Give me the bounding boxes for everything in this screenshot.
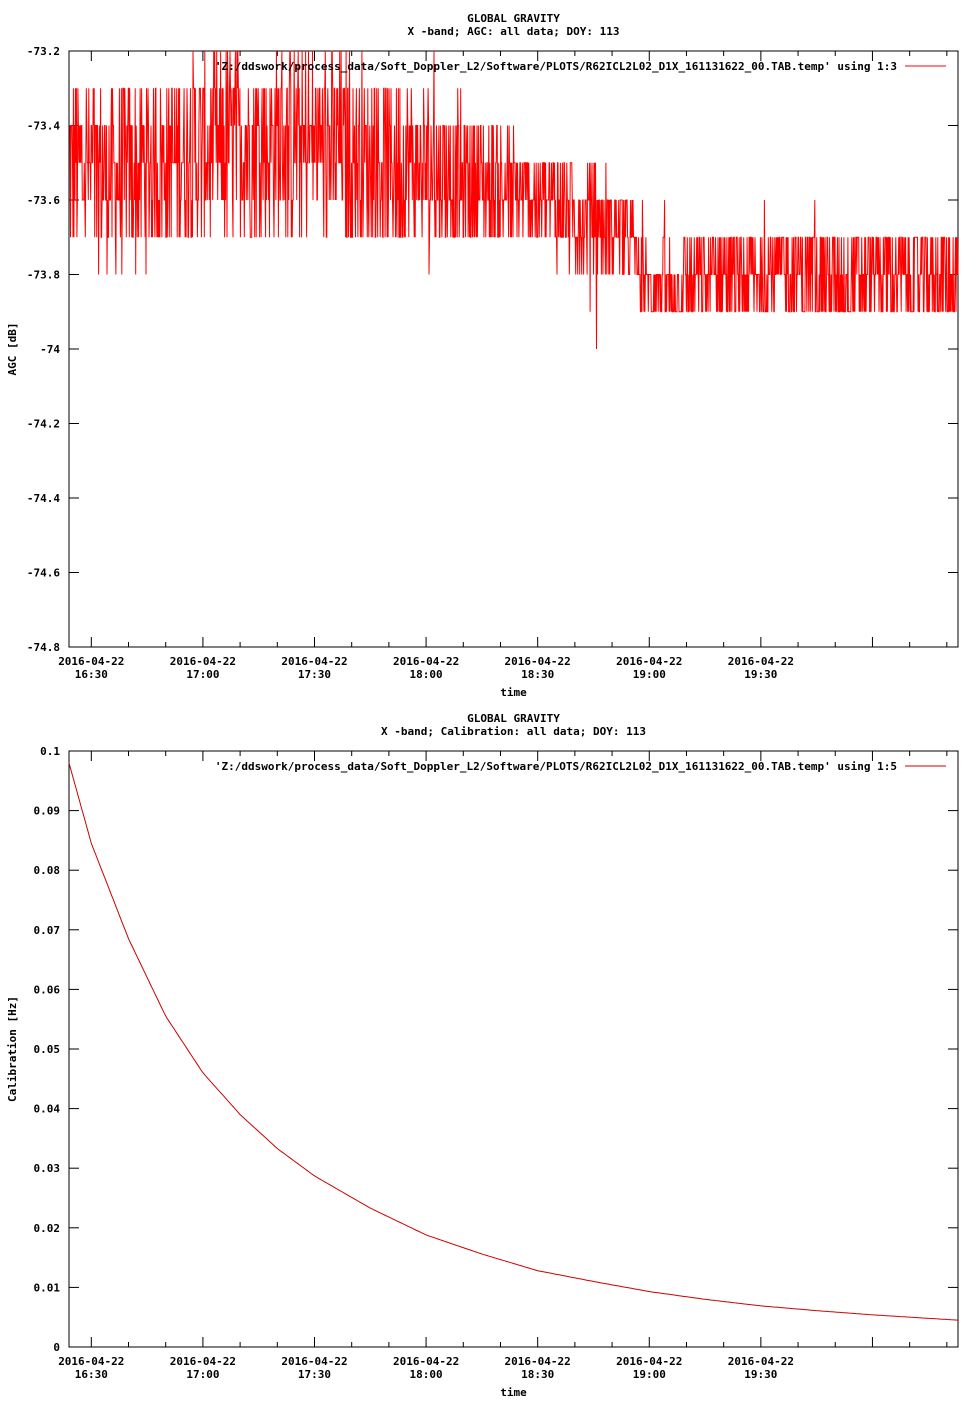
- x-tick-time-label: 17:00: [186, 1368, 220, 1381]
- chart-title: GLOBAL GRAVITY: [467, 12, 560, 25]
- x-tick-date-label: 2016-04-22: [727, 1355, 794, 1368]
- x-tick-time-label: 16:30: [74, 1368, 108, 1381]
- y-tick-label: -74.8: [26, 641, 60, 654]
- series-line-1: [69, 51, 958, 349]
- plot-frame: [69, 751, 958, 1347]
- chart-title: GLOBAL GRAVITY: [467, 712, 560, 725]
- y-tick-label: 0.02: [33, 1221, 60, 1235]
- y-tick-label: 0.03: [33, 1162, 60, 1176]
- x-tick-date-label: 2016-04-22: [58, 1355, 125, 1368]
- series-line-1: [69, 763, 958, 1320]
- y-tick-label: 0.09: [33, 804, 60, 818]
- y-tick-label: -74.6: [26, 566, 60, 580]
- chart-subtitle: X -band; Calibration: all data; DOY: 113: [381, 725, 646, 738]
- y-tick-label: 0.01: [33, 1281, 60, 1295]
- y-tick-label: 0.08: [33, 864, 60, 878]
- chart-2: [6, 712, 958, 1399]
- x-tick-date-label: 2016-04-22: [616, 655, 683, 668]
- x-tick-date-label: 2016-04-22: [727, 655, 794, 668]
- x-tick-time-label: 18:30: [521, 1368, 555, 1381]
- x-tick-time-label: 16:30: [74, 668, 108, 681]
- y-tick-label: 0.1: [40, 745, 60, 758]
- x-tick-date-label: 2016-04-22: [616, 1355, 683, 1368]
- chart-subtitle: X -band; AGC: all data; DOY: 113: [407, 25, 620, 38]
- y-tick-label: 0: [53, 1341, 60, 1354]
- legend-label: 'Z:/ddswork/process_data/Soft_Doppler_L2/Software/PLOTS/R62ICL2L02_D1X_161131622_00.TAB.temp' using 1:5: [214, 760, 897, 773]
- x-tick-date-label: 2016-04-22: [504, 1355, 571, 1368]
- x-tick-date-label: 2016-04-22: [392, 655, 460, 668]
- x-tick-time-label: 17:30: [297, 1368, 332, 1381]
- x-tick-date-label: 2016-04-22: [504, 655, 571, 668]
- x-tick-date-label: 2016-04-22: [169, 1355, 237, 1368]
- x-tick-date-label: 2016-04-22: [392, 1355, 460, 1368]
- y-tick-label: -73.4: [26, 119, 60, 133]
- y-axis-label: AGC [dB]: [6, 322, 19, 376]
- x-tick-time-label: 19:00: [632, 668, 666, 681]
- chart-1: [6, 12, 958, 699]
- y-tick-label: -74.2: [26, 417, 60, 431]
- x-tick-time-label: 18:00: [409, 668, 443, 681]
- x-tick-time-label: 19:30: [744, 668, 778, 681]
- x-tick-time-label: 18:00: [409, 1368, 443, 1381]
- x-tick-date-label: 2016-04-22: [281, 1355, 348, 1368]
- x-tick-time-label: 19:00: [632, 1368, 666, 1381]
- x-tick-time-label: 19:30: [744, 1368, 778, 1381]
- x-tick-date-label: 2016-04-22: [58, 655, 125, 668]
- y-tick-label: -73.2: [26, 45, 60, 58]
- legend-label: 'Z:/ddswork/process_data/Soft_Doppler_L2/Software/PLOTS/R62ICL2L02_D1X_161131622_00.TAB.temp' using 1:3: [214, 60, 897, 73]
- x-axis-label: time: [500, 686, 527, 699]
- y-tick-label: 0.05: [33, 1043, 60, 1056]
- x-tick-time-label: 17:00: [186, 668, 220, 681]
- y-axis-label: Calibration [Hz]: [6, 996, 19, 1102]
- x-tick-date-label: 2016-04-22: [169, 655, 237, 668]
- y-tick-label: -73.8: [26, 268, 60, 282]
- y-tick-label: -73.6: [26, 194, 60, 207]
- y-tick-label: 0.04: [33, 1102, 60, 1116]
- y-tick-label: 0.07: [33, 923, 60, 937]
- x-tick-date-label: 2016-04-22: [281, 655, 348, 668]
- y-tick-label: -74.4: [26, 492, 60, 505]
- x-tick-time-label: 18:30: [521, 668, 555, 681]
- y-tick-label: 0.06: [33, 983, 60, 997]
- x-tick-time-label: 17:30: [297, 668, 332, 681]
- y-tick-label: -74: [40, 343, 60, 356]
- x-axis-label: time: [500, 1386, 527, 1399]
